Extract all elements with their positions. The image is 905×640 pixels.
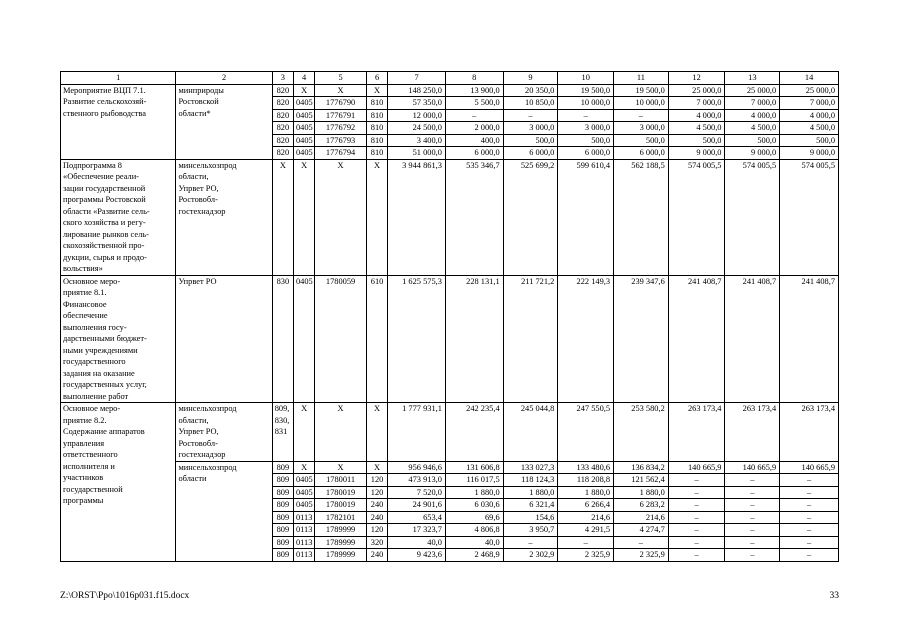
amount-cell: 25 000,0 [668,84,725,97]
table-row [61,275,839,403]
amount-cell: 12 000,0 [388,109,446,122]
code-cell: 830 [272,275,293,403]
amount-cell: 525 699,2 [503,159,558,275]
code-cell: 1776793 [315,134,367,147]
amount-cell: 500,0 [503,134,558,147]
code-cell: X [315,84,367,97]
amount-cell: 1 880,0 [614,486,669,499]
amount-cell: – [558,109,614,122]
code-cell: 240 [366,499,387,512]
amount-cell: 6 266,4 [558,499,614,512]
amount-cell: 10 000,0 [614,97,669,110]
measure-title: Основное меро- приятие 8.2. Содержание аппаратов управления ответственного исполнителя и участников государственной программы [61,403,176,562]
code-cell: X [366,159,387,275]
code-cell: 1776790 [315,97,367,110]
code-cell: X [366,84,387,97]
amount-cell: – [503,109,558,122]
code-cell: 820 [272,109,293,122]
amount-cell: – [725,486,780,499]
amount-cell: 1 880,0 [503,486,558,499]
amount-cell: – [558,536,614,549]
amount-cell: 118 208,8 [558,474,614,487]
column-header: 6 [366,72,387,85]
amount-cell: 4 500,0 [725,122,780,135]
code-cell: 0405 [293,147,314,160]
amount-cell: 241 408,7 [725,275,780,403]
code-cell: 810 [366,134,387,147]
executor-cell: минсельхозпрод области [176,461,272,561]
amount-cell: 535 346,7 [445,159,503,275]
amount-cell: 1 880,0 [558,486,614,499]
amount-cell: – [725,549,780,562]
amount-cell: – [614,536,669,549]
code-cell: 320 [366,536,387,549]
amount-cell: 20 350,0 [503,84,558,97]
amount-cell: 500,0 [614,134,669,147]
amount-cell: – [780,549,839,562]
code-cell: 1789999 [315,536,367,549]
amount-cell: 956 946,6 [388,461,446,474]
code-cell: 1780059 [315,275,367,403]
measure-title: Мероприятие ВЦП 7.1. Развитие сельскохозяй- ственного рыбоводства [61,84,176,159]
amount-cell: 7 000,0 [725,97,780,110]
amount-cell: 40,0 [388,536,446,549]
code-cell: 810 [366,122,387,135]
column-header: 14 [780,72,839,85]
code-cell: 810 [366,109,387,122]
amount-cell: – [780,486,839,499]
amount-cell: 25 000,0 [725,84,780,97]
code-cell: 1782101 [315,511,367,524]
executor-cell: Упрвет РО [176,275,272,403]
code-cell: X [315,461,367,474]
column-header: 2 [176,72,272,85]
amount-cell: 19 500,0 [614,84,669,97]
amount-cell: 19 500,0 [558,84,614,97]
amount-cell: 263 173,4 [725,403,780,462]
amount-cell: 500,0 [780,134,839,147]
code-cell: 820 [272,134,293,147]
code-cell: 809 [272,499,293,512]
amount-cell: 57 350,0 [388,97,446,110]
amount-cell: 247 550,5 [558,403,614,462]
amount-cell: 9 000,0 [725,147,780,160]
amount-cell: – [668,524,725,537]
code-cell: X [315,159,367,275]
amount-cell: 263 173,4 [668,403,725,462]
amount-cell: 24 500,0 [388,122,446,135]
amount-cell: 7 000,0 [780,97,839,110]
amount-cell: 473 913,0 [388,474,446,487]
amount-cell: 1 625 575,3 [388,275,446,403]
executor-cell: минприроды Ростовской области* [176,84,272,159]
amount-cell: 116 017,5 [445,474,503,487]
amount-cell: 6 321,4 [503,499,558,512]
amount-cell: 6 283,2 [614,499,669,512]
amount-cell: 4 806,8 [445,524,503,537]
code-cell: 1776792 [315,122,367,135]
amount-cell: 10 850,0 [503,97,558,110]
code-cell: 1780019 [315,486,367,499]
table-row [61,403,839,462]
amount-cell: – [780,536,839,549]
code-cell: 1780019 [315,499,367,512]
amount-cell: 133 027,3 [503,461,558,474]
table-row [61,159,839,275]
amount-cell: – [445,109,503,122]
table-row [61,84,839,97]
code-cell: 810 [366,147,387,160]
amount-cell: 245 044,8 [503,403,558,462]
column-header: 9 [503,72,558,85]
amount-cell: – [668,486,725,499]
code-cell: 1789999 [315,524,367,537]
code-cell: 0113 [293,524,314,537]
amount-cell: 4 000,0 [725,109,780,122]
amount-cell: 9 000,0 [668,147,725,160]
code-cell: 0405 [293,486,314,499]
amount-cell: 599 610,4 [558,159,614,275]
column-header: 5 [315,72,367,85]
amount-cell: 4 000,0 [668,109,725,122]
page-number: 33 [829,591,839,601]
column-header: 12 [668,72,725,85]
amount-cell: 118 124,3 [503,474,558,487]
amount-cell: 3 000,0 [503,122,558,135]
amount-cell: 4 500,0 [668,122,725,135]
amount-cell: 133 480,6 [558,461,614,474]
code-cell: 809 [272,524,293,537]
code-cell: 0405 [293,275,314,403]
amount-cell: 140 665,9 [668,461,725,474]
amount-cell: 242 235,4 [445,403,503,462]
amount-cell: – [614,109,669,122]
column-header: 10 [558,72,614,85]
amount-cell: 9 423,6 [388,549,446,562]
column-header: 11 [614,72,669,85]
amount-cell: 2 000,0 [445,122,503,135]
amount-cell: 3 400,0 [388,134,446,147]
code-cell: 0113 [293,511,314,524]
code-cell: 820 [272,84,293,97]
code-cell: 0113 [293,549,314,562]
amount-cell: – [780,511,839,524]
code-cell: 0405 [293,97,314,110]
amount-cell: – [725,474,780,487]
amount-cell: 211 721,2 [503,275,558,403]
amount-cell: 2 468,9 [445,549,503,562]
amount-cell: – [725,536,780,549]
amount-cell: 3 944 861,3 [388,159,446,275]
amount-cell: 3 000,0 [614,122,669,135]
amount-cell: 2 325,9 [614,549,669,562]
amount-cell: 214,6 [614,511,669,524]
amount-cell: – [725,511,780,524]
amount-cell: 214,6 [558,511,614,524]
amount-cell: 2 302,9 [503,549,558,562]
code-cell: X [293,159,314,275]
code-cell: X [293,461,314,474]
column-header: 1 [61,72,176,85]
amount-cell: 9 000,0 [780,147,839,160]
code-cell: 820 [272,97,293,110]
code-cell: 0405 [293,134,314,147]
code-cell: X [366,403,387,462]
amount-cell: – [668,549,725,562]
code-cell: 809 [272,511,293,524]
amount-cell: 228 131,1 [445,275,503,403]
amount-cell: 241 408,7 [668,275,725,403]
amount-cell: 6 000,0 [503,147,558,160]
code-cell: X [315,403,367,462]
amount-cell: 3 000,0 [558,122,614,135]
document-path: Z:\ORST\Ppo\1016p031.f15.docx [60,591,190,601]
code-cell: X [293,403,314,462]
amount-cell: – [668,536,725,549]
amount-cell: 4 000,0 [780,109,839,122]
amount-cell: 24 901,6 [388,499,446,512]
code-cell: 240 [366,549,387,562]
amount-cell: 140 665,9 [780,461,839,474]
column-header: 4 [293,72,314,85]
code-cell: 809 [272,549,293,562]
amount-cell: 239 347,6 [614,275,669,403]
executor-cell: минсельхозпрод области, Упрвет РО, Ростовобл- гостехнадзор [176,159,272,275]
amount-cell: 574 005,5 [780,159,839,275]
amount-cell: 40,0 [445,536,503,549]
code-cell: 1776794 [315,147,367,160]
amount-cell: 136 834,2 [614,461,669,474]
code-cell: 810 [366,97,387,110]
subprogram-title: Подпрограмма 8 «Обеспечение реали- зации государственной программы Ростовской области «Развитие сель- ского хозяйства и регу- лирование рынков сель- скохозяйственной про- дукции, сырья и продо- вольствия» [61,159,176,275]
amount-cell: 6 000,0 [445,147,503,160]
code-cell: X [293,84,314,97]
amount-cell: 10 000,0 [558,97,614,110]
code-cell: 120 [366,486,387,499]
amount-cell: 6 030,6 [445,499,503,512]
amount-cell: 148 250,0 [388,84,446,97]
amount-cell: 7 520,0 [388,486,446,499]
table-row [61,461,839,474]
amount-cell: – [668,474,725,487]
amount-cell: 653,4 [388,511,446,524]
measure-title: Основное меро- приятие 8.1. Финансовое обеспечение выполнения госу- дарственными бюджет- ными учреждениями государственного задания на оказание государственных услуг, выполнение работ [61,275,176,403]
code-cell: X [272,159,293,275]
amount-cell: 1 777 931,1 [388,403,446,462]
amount-cell: 562 188,5 [614,159,669,275]
amount-cell: 154,6 [503,511,558,524]
amount-cell: – [780,474,839,487]
code-cell: 0113 [293,536,314,549]
code-cell: 610 [366,275,387,403]
amount-cell: 2 325,9 [558,549,614,562]
code-cell: 809 [272,536,293,549]
amount-cell: 121 562,4 [614,474,669,487]
amount-cell: – [780,524,839,537]
code-cell: 240 [366,511,387,524]
amount-cell: – [725,524,780,537]
amount-cell: 6 000,0 [614,147,669,160]
amount-cell: 500,0 [558,134,614,147]
code-cell: 809 [272,486,293,499]
amount-cell: 140 665,9 [725,461,780,474]
amount-cell: 400,0 [445,134,503,147]
code-cell: 809 [272,474,293,487]
column-header: 3 [272,72,293,85]
code-cell: X [366,461,387,474]
column-header: 8 [445,72,503,85]
code-cell: 809 [272,461,293,474]
amount-cell: 4 274,7 [614,524,669,537]
amount-cell: 7 000,0 [668,97,725,110]
amount-cell: 222 149,3 [558,275,614,403]
header-row [61,72,839,85]
amount-cell: 69,6 [445,511,503,524]
code-cell: 0405 [293,109,314,122]
code-cell: 0405 [293,474,314,487]
column-header: 7 [388,72,446,85]
amount-cell: 500,0 [725,134,780,147]
column-header: 13 [725,72,780,85]
amount-cell: 6 000,0 [558,147,614,160]
budget-table [60,71,839,562]
amount-cell: 17 323,7 [388,524,446,537]
amount-cell: 4 291,5 [558,524,614,537]
amount-cell: – [668,511,725,524]
amount-cell: 131 606,8 [445,461,503,474]
amount-cell: 253 580,2 [614,403,669,462]
amount-cell: 1 880,0 [445,486,503,499]
amount-cell: 574 005,5 [725,159,780,275]
code-cell: 120 [366,524,387,537]
amount-cell: 241 408,7 [780,275,839,403]
code-cell: 0405 [293,122,314,135]
amount-cell: 3 950,7 [503,524,558,537]
amount-cell: 4 500,0 [780,122,839,135]
code-cell: 120 [366,474,387,487]
code-cell: 809, 830, 831 [272,403,293,462]
code-cell: 1780011 [315,474,367,487]
code-cell: 0405 [293,499,314,512]
amount-cell: 574 005,5 [668,159,725,275]
code-cell: 820 [272,122,293,135]
amount-cell: 25 000,0 [780,84,839,97]
amount-cell: 500,0 [668,134,725,147]
amount-cell: 13 900,0 [445,84,503,97]
amount-cell: 5 500,0 [445,97,503,110]
executor-cell: минсельхозпрод области, Упрвет РО, Ростовобл- гостехнадзор [176,403,272,462]
amount-cell: – [780,499,839,512]
amount-cell: 51 000,0 [388,147,446,160]
amount-cell: – [668,499,725,512]
code-cell: 820 [272,147,293,160]
code-cell: 1789999 [315,549,367,562]
code-cell: 1776791 [315,109,367,122]
amount-cell: 263 173,4 [780,403,839,462]
amount-cell: – [725,499,780,512]
amount-cell: – [503,536,558,549]
